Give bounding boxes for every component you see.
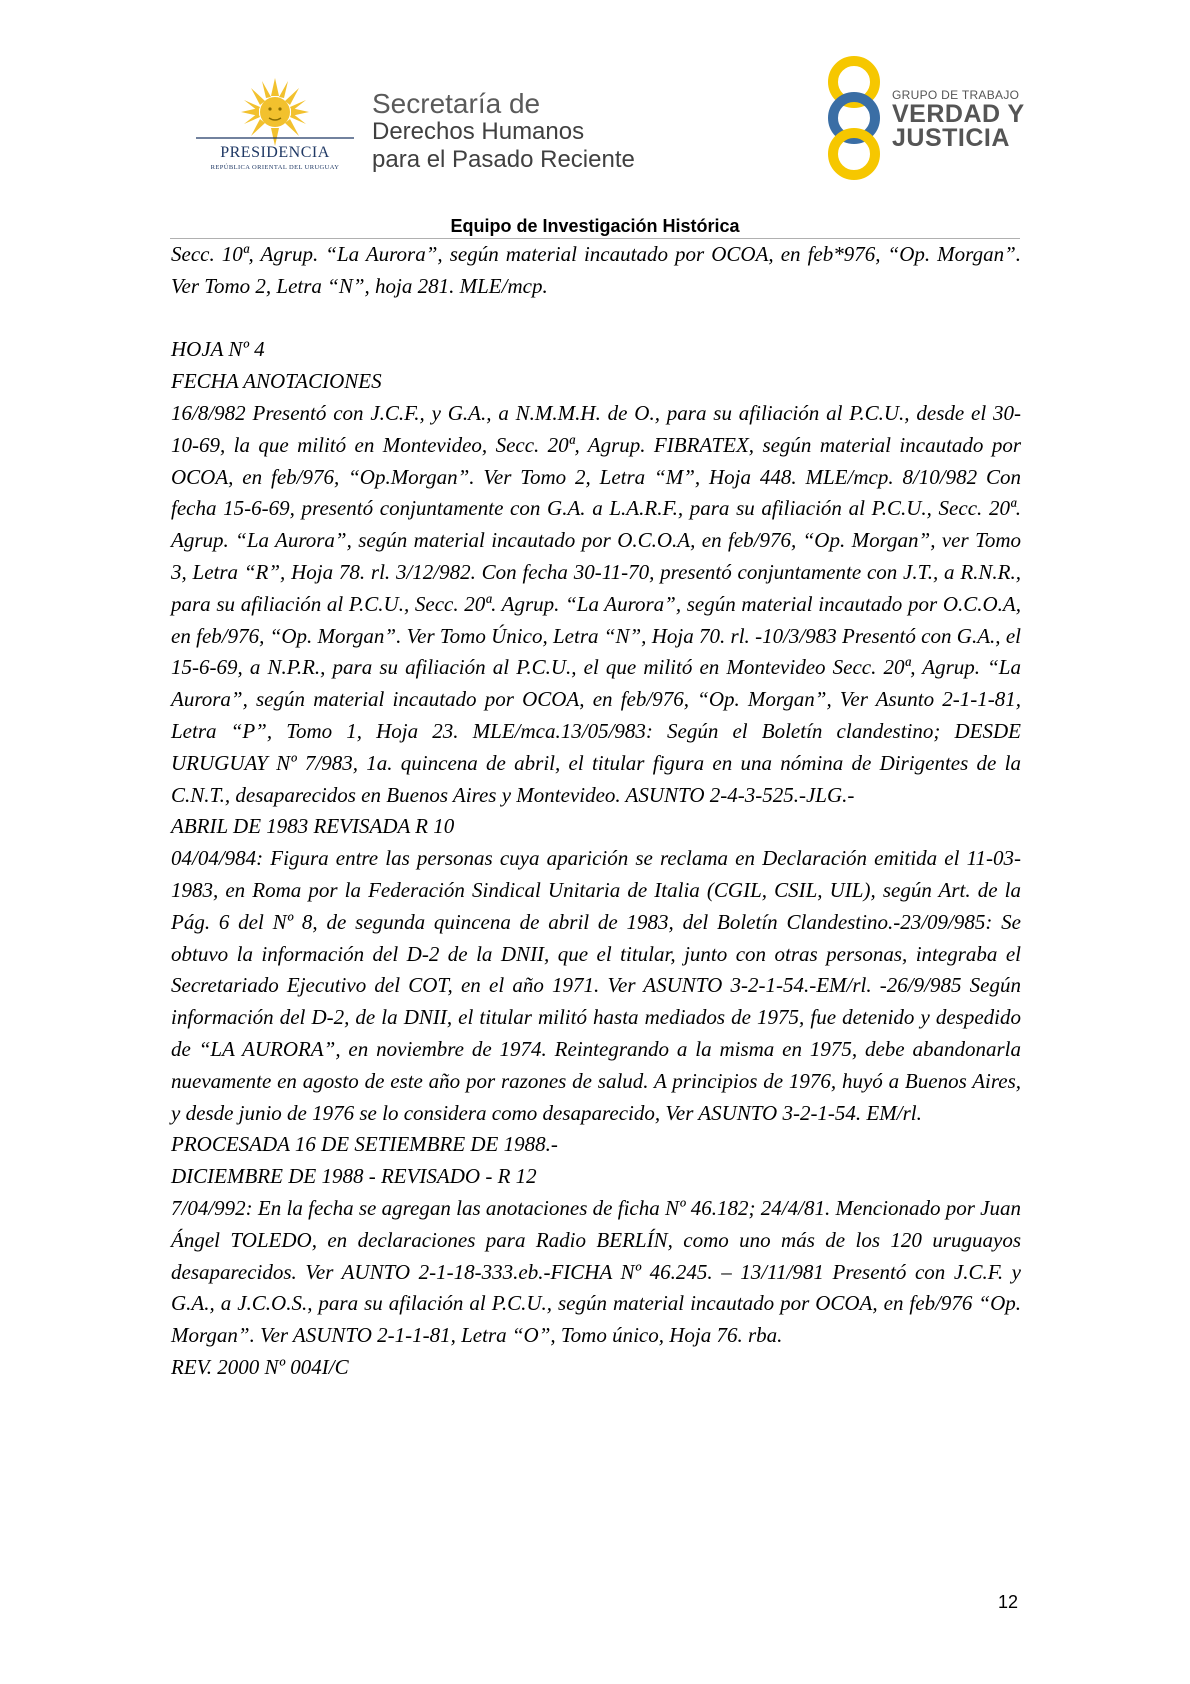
annotations-paragraph-2: 04/04/984: Figura entre las personas cuya aparición se reclama en Declaración emitida el 11-03-1983, en Roma por la Federación Sindical Unitaria de Italia (CGIL, CSIL, UIL), según Art. de la Pág. 6 del Nº 8, de segunda quincena de abril de 1983, del Boletín Clandestino.-23/09/985: Se obtuvo la información del D-2 de la DNII, que el titular, junto con otras personas, integraba el Secretariado Ejecutivo del COT, en el año 1971. Ver ASUNTO 3-2-1-54.-EM/rl. -26/9/985 Según información del D-2, de la DNII, el titular militó hasta mediados de 1975, fue detenido y despedido de “LA AURORA”, en noviembre de 1974. Reintegrando a la misma en 1975, debe abandonarla nuevamente en agosto de este año por razones de salud. A principios de 1976, huyó a Buenos Aires, y desde junio de 1976 se lo considera como desaparecido, Ver ASUNTO 3-2-1-54. EM/rl. <box>171 846 1021 1125</box>
team-heading: Equipo de Investigación Histórica <box>450 216 740 236</box>
presidencia-wordmark <box>196 144 354 171</box>
revision-line-diciembre: DICIEMBRE DE 1988 - REVISADO - R 12 <box>171 1164 537 1189</box>
blank-line <box>171 303 1021 335</box>
verdad-justicia-wordmark <box>892 88 1025 150</box>
secretaria-line-1: Secretaría de <box>372 88 541 119</box>
page-number: 12 <box>998 1592 1019 1612</box>
revision-line-2000: REV. 2000 Nº 004I/C <box>171 1354 349 1379</box>
annotations-paragraph-1: 16/8/982 Presentó con J.C.F., y G.A., a N.M.M.H. de O., para su afiliación al P.C.U., desde el 30-10-69, la que militó en Montevideo, Secc. 20ª, Agrup. FIBRATEX, según material incautado por OCOA, en feb/976, “Op.Morgan”. Ver Tomo 2, Letra “M”, Hoja 448. MLE/mcp. 8/10/982 Con fecha 15-6-69, presentó conjuntamente con G.A. a L.A.R.F., para su afiliación al P.C.U., Secc. 20ª. Agrup. “La Aurora”, según material incautado por O.C.O.A, en feb/976, “Op. Morgan”, ver Tomo 3, Letra “R”, Hoja 78. rl. 3/12/982. Con fecha 30-11-70, presentó conjuntamente con J.T., a R.N.R., para su afiliación al P.C.U., Secc. 20ª. Agrup. “La Aurora”, según material incautado por O.C.O.A, en feb/976, “Op. Morgan”. Ver Tomo Único, Letra “N”, Hoja 70. rl. -10/3/983 Presentó con G.A., el 15-6-69, a N.P.R., para su afiliación al P.C.U., el que militó en Montevideo Secc. 20ª, Agrup. “La Aurora”, según material incautado por OCOA, en feb/976, “Op. Morgan”, Ver Asunto 2-1-1-81, Letra “P”, Tomo 1, Hoja 23. MLE/mca.13/05/983: Según el Boletín clandestino; DESDE URUGUAY Nº 7/983, 1a. quincena de abril, el titular figura en una nómina de Dirigentes de la C.N.T., desaparecidos en Buenos Aires y Montevideo. ASUNTO 2-4-3-525.-JLG.- <box>171 400 1021 807</box>
fecha-anotaciones-heading: FECHA ANOTACIONES <box>171 369 382 394</box>
procesada-line: PROCESADA 16 DE SETIEMBRE DE 1988.- <box>171 1132 558 1157</box>
secretaria-title <box>372 90 635 174</box>
gtvj-line-3: JUSTICIA <box>892 124 1010 152</box>
gtvj-line-1: GRUPO DE TRABAJO <box>892 88 1020 102</box>
page-header <box>0 0 1190 250</box>
presidencia-subtitle: REPÚBLICA ORIENTAL DEL URUGUAY <box>210 164 340 171</box>
hoja-heading: HOJA Nº 4 <box>171 337 265 362</box>
annotations-paragraph-3: 7/04/992: En la fecha se agregan las anotaciones de ficha Nº 46.182; 24/4/81. Mencionado por Juan Ángel TOLEDO, en declaraciones para Radio BERLÍN, como uno más de los 120 uruguayos desaparecidos. Ver AUNTO 2-1-18-333.eb.-FICHA Nº 46.245. – 13/11/981 Presentó con J.C.F. y G.A., a J.C.O.S., para su afilación al P.C.U., según material incautado por OCOA, en feb/976 “Op. Morgan”. Ver ASUNTO 2-1-1-81, Letra “O”, Tomo único, Hoja 76. rba. <box>171 1195 1021 1348</box>
gtvj-line-2: VERDAD Y <box>892 100 1025 128</box>
secretaria-line-3: para el Pasado Reciente <box>372 146 635 173</box>
verdad-justicia-rings-logo <box>818 56 890 180</box>
secretaria-line-2: Derechos Humanos <box>372 118 585 145</box>
presidencia-name: PRESIDENCIA <box>220 144 330 161</box>
document-body <box>171 239 1021 1384</box>
paragraph-continuation: Secc. 10ª, Agrup. “La Aurora”, según material incautado por OCOA, en feb*976, “Op. Morgan”. Ver Tomo 2, Letra “N”, hoja 281. MLE/mcp. <box>171 242 1021 298</box>
revision-line-abril: ABRIL DE 1983 REVISADA R 10 <box>171 814 455 839</box>
